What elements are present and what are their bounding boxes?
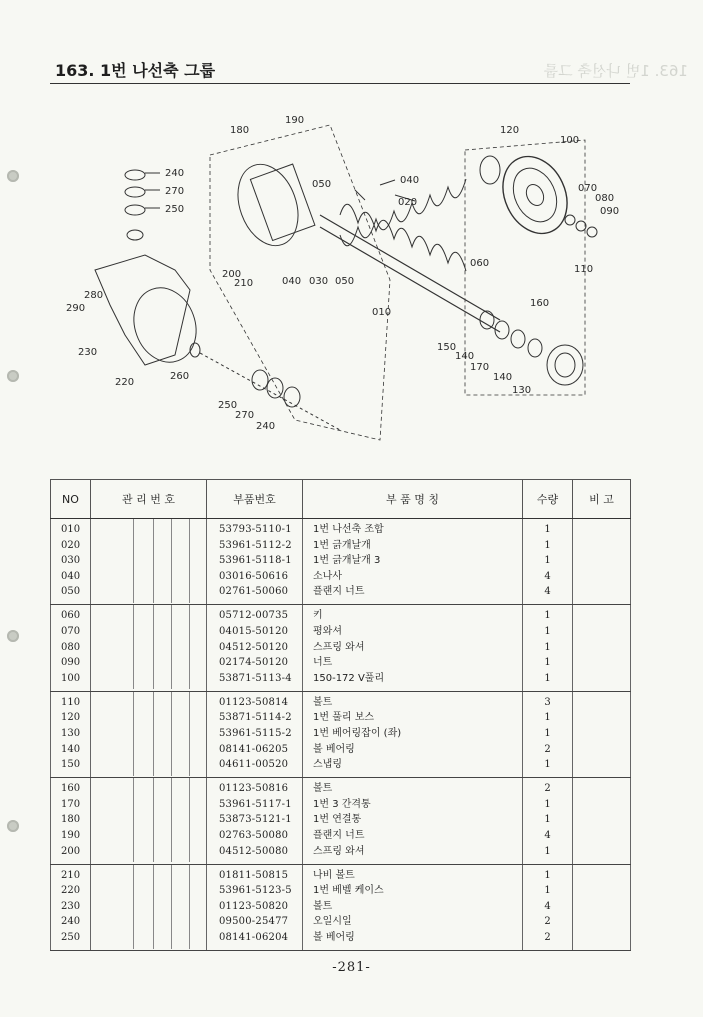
- callout-label: 250: [218, 400, 238, 411]
- row-pn: 04611-00520: [219, 759, 289, 771]
- row-qty: 1: [544, 798, 551, 810]
- callout-label: 100: [560, 135, 580, 146]
- row-qty: 1: [544, 885, 551, 897]
- callout-label: 150: [437, 342, 457, 353]
- callout-label: 250: [165, 204, 185, 215]
- row-pn: 09500-25477: [219, 916, 289, 928]
- callout-label: 070: [578, 183, 598, 194]
- callout-label: 060: [470, 258, 490, 269]
- row-name: 플랜지 너트: [313, 829, 365, 841]
- row-qty: 1: [544, 759, 551, 771]
- row-name: 스프링 와셔: [313, 845, 365, 857]
- row-name: 플랜지 너트: [313, 586, 365, 598]
- callout-label: 130: [512, 385, 532, 396]
- name-cell: [303, 605, 523, 691]
- row-no: 010: [61, 524, 81, 535]
- row-pn: 04015-50120: [219, 625, 289, 637]
- mgmt-number-cell: [91, 519, 207, 605]
- row-name: 1번 긁개날개: [313, 539, 371, 551]
- callout-label: 020: [398, 197, 418, 208]
- page-title: 163. 1번 나선축 그룹: [55, 61, 216, 80]
- header-note: 비 고: [573, 480, 631, 519]
- name-cell: [303, 778, 523, 864]
- row-name: 볼트: [313, 696, 333, 708]
- row-pn: 53873-5121-1: [219, 814, 292, 826]
- row-qty: 1: [544, 555, 551, 567]
- row-pn: 01123-50820: [219, 900, 289, 912]
- row-pn: 53793-5110-1: [219, 524, 292, 535]
- callout-label: 190: [285, 115, 305, 126]
- callout-label: 290: [66, 303, 86, 314]
- part-number-cell: [207, 864, 303, 950]
- qty-cell: [523, 864, 573, 950]
- row-qty: 1: [544, 610, 551, 622]
- note-cell: [573, 605, 631, 691]
- exploded-parts-diagram: [50, 95, 650, 460]
- row-no: 230: [61, 900, 81, 912]
- row-qty: 1: [544, 869, 551, 881]
- part-number-cell: [207, 778, 303, 864]
- row-pn: 53961-5118-1: [219, 555, 292, 567]
- no-cell: [51, 864, 91, 950]
- header-no: NO: [51, 480, 91, 519]
- row-no: 210: [61, 869, 81, 881]
- row-pn: 01123-50814: [219, 696, 289, 708]
- no-cell: [51, 519, 91, 605]
- row-no: 120: [61, 712, 81, 724]
- parts-list-table: [50, 479, 631, 951]
- callout-label: 160: [530, 298, 550, 309]
- row-name: 스프링 와셔: [313, 641, 365, 653]
- diagram-callouts: [66, 115, 619, 432]
- row-qty: 4: [544, 829, 551, 841]
- callout-label: 280: [84, 290, 104, 301]
- part-number-cell: [207, 519, 303, 605]
- callout-label: 240: [165, 168, 185, 179]
- row-pn: 53961-5117-1: [219, 798, 292, 810]
- row-no: 110: [61, 696, 81, 708]
- table-row-group: [51, 691, 631, 777]
- row-name: 볼트: [313, 783, 333, 795]
- mgmt-number-cell: [91, 864, 207, 950]
- binder-hole: [7, 370, 19, 382]
- row-no: 100: [61, 672, 81, 684]
- row-name: 너트: [313, 657, 333, 669]
- row-no: 190: [61, 829, 81, 841]
- callout-label: 260: [170, 371, 190, 382]
- mgmt-number-cell: [91, 605, 207, 691]
- title-rule: [50, 83, 630, 84]
- row-no: 080: [61, 641, 81, 653]
- row-no: 200: [61, 845, 81, 857]
- row-name: 볼 베어링: [313, 931, 355, 943]
- row-qty: 1: [544, 524, 551, 535]
- table-row-group: [51, 864, 631, 950]
- callout-label: 140: [493, 372, 513, 383]
- row-qty: 4: [544, 586, 551, 598]
- note-cell: [573, 778, 631, 864]
- row-name: 1번 연결통: [313, 814, 362, 826]
- header-part-number: 부품번호: [207, 480, 303, 519]
- callout-label: 180: [230, 125, 250, 136]
- callout-label: 210: [234, 278, 254, 289]
- callout-label: 200: [222, 269, 242, 280]
- part-number-cell: [207, 605, 303, 691]
- callout-label: 090: [600, 206, 620, 217]
- row-qty: 1: [544, 814, 551, 826]
- header-mgmt-number: 관 리 번 호: [91, 480, 207, 519]
- table-header-row: [51, 480, 631, 519]
- row-pn: 53961-5123-5: [219, 885, 292, 897]
- row-name: 볼트: [313, 900, 333, 912]
- row-pn: 05712-00735: [219, 610, 289, 622]
- row-qty: 3: [544, 696, 551, 708]
- table-row-group: [51, 778, 631, 864]
- callout-label: 050: [312, 179, 332, 190]
- row-name: 스냅링: [313, 759, 342, 771]
- row-no: 180: [61, 814, 81, 826]
- row-name: 1번 나선축 조합: [313, 524, 384, 535]
- row-pn: 01123-50816: [219, 783, 289, 795]
- name-cell: [303, 691, 523, 777]
- row-no: 170: [61, 798, 81, 810]
- no-cell: [51, 691, 91, 777]
- row-qty: 1: [544, 539, 551, 551]
- table-row-group: [51, 519, 631, 605]
- row-name: 소나사: [313, 570, 342, 582]
- row-pn: 04512-50120: [219, 641, 289, 653]
- row-no: 090: [61, 657, 81, 669]
- note-cell: [573, 691, 631, 777]
- row-qty: 4: [544, 900, 551, 912]
- callout-label: 240: [256, 421, 276, 432]
- row-name: 1번 베어링잡이 (좌): [313, 727, 402, 739]
- row-qty: 1: [544, 657, 551, 669]
- row-pn: 53871-5114-2: [219, 712, 292, 724]
- row-no: 150: [61, 759, 81, 771]
- row-name: 나비 볼트: [313, 869, 355, 881]
- binder-hole: [7, 820, 19, 832]
- callout-label: 270: [235, 410, 255, 421]
- callout-label: 010: [372, 307, 392, 318]
- bleed-through-title: 163. 1번 나선축 그룹: [543, 62, 688, 80]
- part-number-cell: [207, 691, 303, 777]
- row-pn: 08141-06205: [219, 743, 289, 755]
- callout-label: 230: [78, 347, 98, 358]
- row-name: 1번 3 간격통: [313, 798, 371, 810]
- row-pn: 02763-50080: [219, 829, 289, 841]
- callout-label: 040: [400, 175, 420, 186]
- row-no: 240: [61, 916, 81, 928]
- row-pn: 53961-5115-2: [219, 727, 292, 739]
- callout-label: 110: [574, 264, 594, 275]
- row-qty: 1: [544, 641, 551, 653]
- row-name: 평와셔: [313, 625, 342, 637]
- mgmt-number-cell: [91, 691, 207, 777]
- qty-cell: [523, 778, 573, 864]
- row-name: 1번 긁개날개 3: [313, 555, 381, 567]
- row-no: 140: [61, 743, 81, 755]
- row-pn: 53961-5112-2: [219, 539, 292, 551]
- callout-label: 120: [500, 125, 520, 136]
- row-pn: 01811-50815: [219, 869, 289, 881]
- note-cell: [573, 519, 631, 605]
- callout-label: 220: [115, 377, 135, 388]
- row-no: 220: [61, 885, 81, 897]
- row-qty: 1: [544, 672, 551, 684]
- row-pn: 08141-06204: [219, 931, 289, 943]
- row-qty: 4: [544, 570, 551, 582]
- binder-hole: [7, 630, 19, 642]
- qty-cell: [523, 691, 573, 777]
- row-qty: 2: [544, 931, 551, 943]
- binder-hole: [7, 170, 19, 182]
- row-qty: 1: [544, 712, 551, 724]
- header-quantity: 수량: [523, 480, 573, 519]
- row-no: 070: [61, 625, 81, 637]
- row-name: 오일시일: [313, 916, 352, 928]
- row-pn: 04512-50080: [219, 845, 289, 857]
- qty-cell: [523, 605, 573, 691]
- callout-label: 170: [470, 362, 490, 373]
- row-qty: 2: [544, 743, 551, 755]
- callout-label: 050: [335, 276, 355, 287]
- header-part-name: 부 품 명 칭: [303, 480, 523, 519]
- name-cell: [303, 519, 523, 605]
- row-name: 키: [313, 610, 323, 622]
- no-cell: [51, 778, 91, 864]
- callout-label: 080: [595, 193, 615, 204]
- row-no: 160: [61, 783, 81, 795]
- callout-label: 140: [455, 351, 475, 362]
- qty-cell: [523, 519, 573, 605]
- row-no: 060: [61, 610, 81, 622]
- no-cell: [51, 605, 91, 691]
- row-no: 050: [61, 586, 81, 598]
- row-pn: 53871-5113-4: [219, 672, 292, 684]
- row-qty: 1: [544, 845, 551, 857]
- page-number: -281-: [332, 960, 371, 975]
- row-name: 볼 베어링: [313, 743, 355, 755]
- row-pn: 03016-50616: [219, 570, 289, 582]
- row-no: 040: [61, 570, 81, 582]
- row-qty: 1: [544, 625, 551, 637]
- row-qty: 2: [544, 916, 551, 928]
- note-cell: [573, 864, 631, 950]
- row-pn: 02174-50120: [219, 657, 289, 669]
- row-no: 130: [61, 727, 81, 739]
- mgmt-number-cell: [91, 778, 207, 864]
- row-qty: 2: [544, 783, 551, 795]
- row-qty: 1: [544, 727, 551, 739]
- row-name: 1번 풀리 보스: [313, 712, 375, 724]
- callout-label: 040: [282, 276, 302, 287]
- row-no: 250: [61, 931, 81, 943]
- callout-label: 030: [309, 276, 329, 287]
- row-no: 020: [61, 539, 81, 551]
- name-cell: [303, 864, 523, 950]
- callout-label: 270: [165, 186, 185, 197]
- row-name: 1번 베벨 케이스: [313, 885, 384, 897]
- row-no: 030: [61, 555, 81, 567]
- table-row-group: [51, 605, 631, 691]
- row-name: 150-172 V풀리: [313, 672, 385, 684]
- row-pn: 02761-50060: [219, 586, 289, 598]
